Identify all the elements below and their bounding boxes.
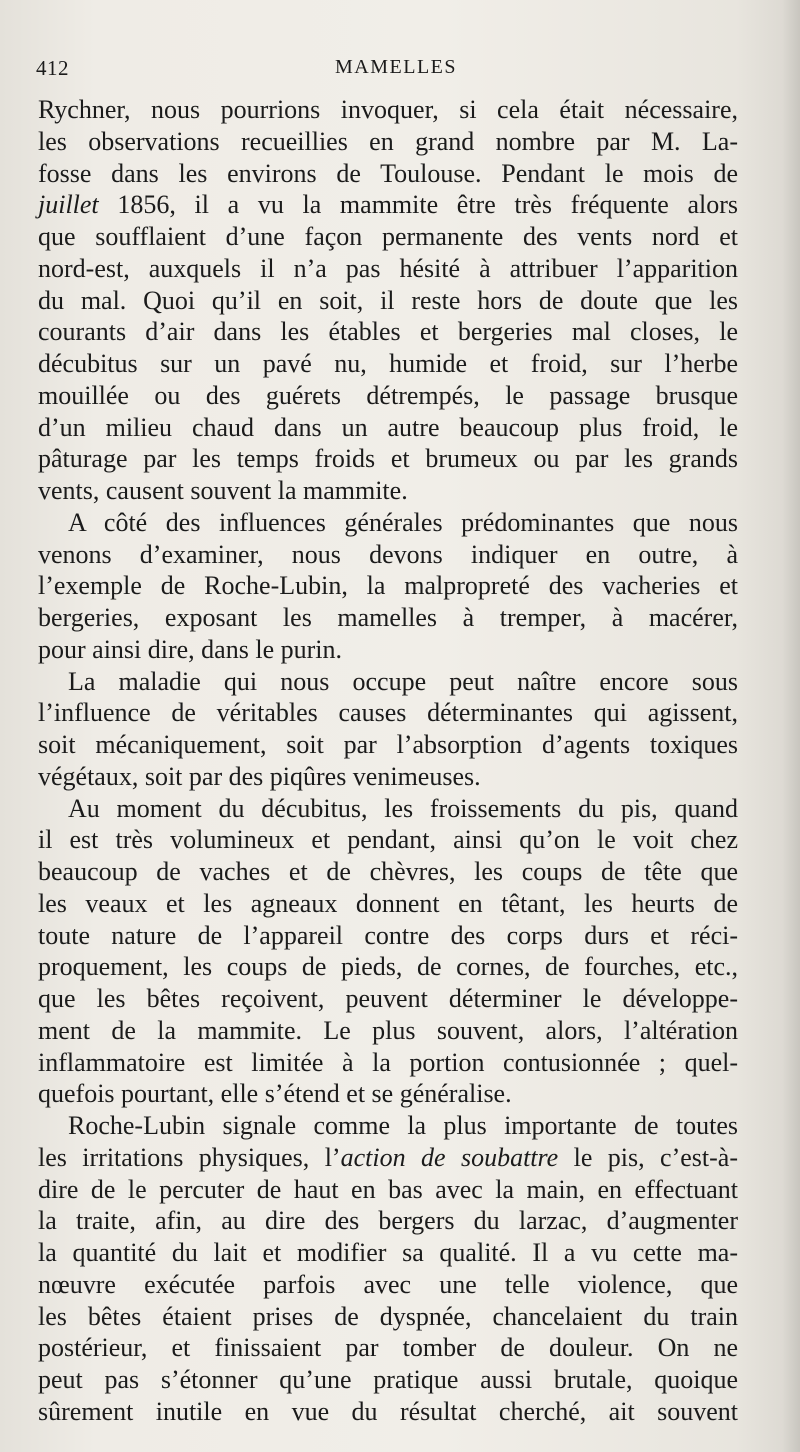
text-line: l’influence de véritables causes déterminantes qui agissent, xyxy=(38,698,738,728)
text-line: soit mécaniquement, soit par l’absorption d’agents toxiques xyxy=(38,730,738,759)
text-line: peut pas s’étonner qu’une pratique aussi brutale, quoique xyxy=(38,1365,738,1394)
text-line: ment de la mammite. Le plus souvent, alors, l’altération xyxy=(38,1015,738,1045)
text-line: les veaux et les agneaux donnent en têtant, les heurts de xyxy=(38,888,738,918)
text-line: l’exemple de Roche-Lubin, la malpropreté des vacheries et xyxy=(38,571,738,601)
text-line: que soufflaient d’une façon permanente des vents nord et xyxy=(38,222,738,251)
page-edge-shadow xyxy=(782,0,800,1452)
italic-phrase: juillet xyxy=(38,190,99,220)
text-line: sûrement inutile en vue du résultat cherché, ait souvent xyxy=(38,1396,738,1426)
text-line: mouillée ou des guérets détrempés, le passage brusque xyxy=(38,380,738,410)
text-line: d’un milieu chaud dans un autre beaucoup plus froid, le xyxy=(38,412,738,442)
text-line: décubitus sur un pavé nu, humide et froid, sur l’herbe xyxy=(38,349,738,378)
text-line: dire de le percuter de haut en bas avec la main, en effectuant xyxy=(38,1174,738,1204)
text-line: bergeries, exposant les mamelles à tremper, à macérer, xyxy=(38,603,738,632)
text-line: beaucoup de vaches et de chèvres, les coups de tête que xyxy=(38,857,738,886)
text-line: Rychner, nous pourrions invoquer, si cela était nécessaire, xyxy=(38,95,738,124)
text-line: proquement, les coups de pieds, de cornes, de fourches, etc., xyxy=(38,952,738,982)
text-line: juillet 1856, il a vu la mammite être très fréquente alors xyxy=(38,190,738,220)
text-line: que les bêtes reçoivent, peuvent déterminer le développe- xyxy=(38,984,738,1013)
text-line: il est très volumineux et pendant, ainsi qu’on le voit chez xyxy=(38,825,738,855)
paragraph-end-line: pour ainsi dire, dans le purin. xyxy=(38,634,342,664)
text-line: les bêtes étaient prises de dyspnée, chancelaient du train xyxy=(38,1301,738,1331)
text-line: les irritations physiques, l’action de soubattre le pis, c’est-à- xyxy=(38,1142,738,1172)
paragraph-end-line: quefois pourtant, elle s’étend et se généralise. xyxy=(38,1079,512,1109)
page-number: 412 xyxy=(36,56,69,80)
page-header xyxy=(36,56,756,90)
text-line: du mal. Quoi qu’il en soit, il reste hors de doute que les xyxy=(38,285,738,315)
paragraph-start-line: Roche-Lubin signale comme la plus importante de toutes xyxy=(68,1111,738,1140)
text-line: la quantité du lait et modifier sa qualité. Il a vu cette ma- xyxy=(38,1238,738,1267)
paragraph-start-line: La maladie qui nous occupe peut naître encore sous xyxy=(68,666,738,696)
text-line: venons d’examiner, nous devons indiquer en outre, à xyxy=(38,539,738,569)
running-title: MAMELLES xyxy=(335,56,457,78)
text-line: pâturage par les temps froids et brumeux ou par les grands xyxy=(38,444,738,474)
italic-phrase: action de soubattre xyxy=(340,1142,559,1172)
text-line: fosse dans les environs de Toulouse. Pendant le mois de xyxy=(38,158,738,188)
text-line: la traite, afin, au dire des bergers du larzac, d’augmenter xyxy=(38,1206,738,1236)
text-line: courants d’air dans les étables et bergeries mal closes, le xyxy=(38,317,738,347)
paragraph-end-line: vents, causent souvent la mammite. xyxy=(38,476,408,505)
text-line: inflammatoire est limitée à la portion contusionnée ; quel- xyxy=(38,1047,738,1077)
text-line: postérieur, et finissaient par tomber de douleur. On ne xyxy=(38,1333,738,1363)
paragraph-start-line: A côté des influences générales prédominantes que nous xyxy=(68,507,738,537)
text-line: nord-est, auxquels il n’a pas hésité à attribuer l’apparition xyxy=(38,253,738,283)
text-line: les observations recueillies en grand nombre par M. La- xyxy=(38,126,738,156)
text-line: nœuvre exécutée parfois avec une telle violence, que xyxy=(38,1269,738,1299)
paragraph-start-line: Au moment du décubitus, les froissements du pis, quand xyxy=(68,793,738,823)
text-line: toute nature de l’appareil contre des corps durs et réci- xyxy=(38,920,738,950)
paragraph-end-line: végétaux, soit par des piqûres venimeuses. xyxy=(38,761,481,791)
body-text xyxy=(38,94,738,1428)
